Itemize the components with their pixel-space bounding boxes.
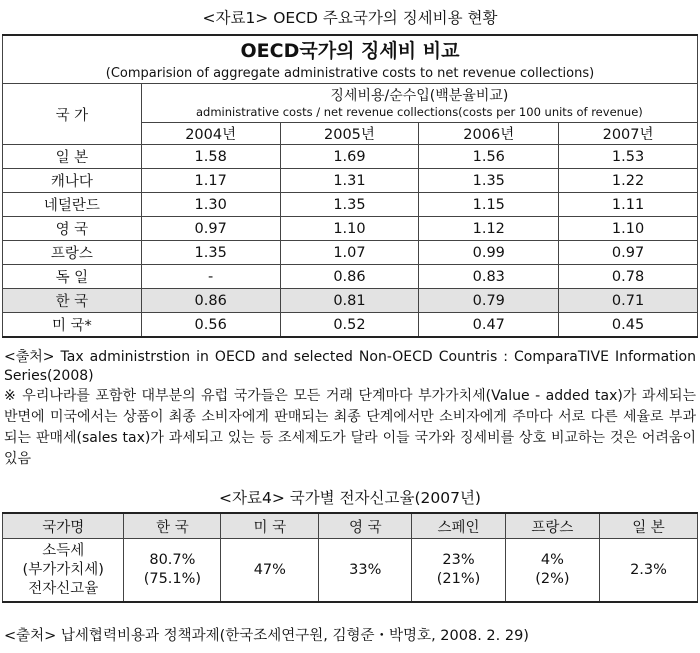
value-cell: 0.71 [559,289,698,313]
value-cell: - [141,265,280,289]
metric-header-ko: 징세비용/순수입(백분율비교) [330,88,509,104]
value-cell: 0.97 [141,217,280,241]
table-row [3,145,698,169]
country-cell: 네덜란드 [3,193,142,217]
rate-value: (75.1%) [143,571,202,587]
rate-value: 2.3% [630,561,667,578]
metric-header [141,84,697,123]
country-name-header: 영 국 [319,513,412,539]
value-cell: 1.15 [419,193,559,217]
value-cell: 1.12 [419,217,559,241]
country-header: 국 가 [3,84,142,145]
value-cell: 0.47 [419,313,559,338]
country-cell: 한 국 [3,289,142,313]
row-label-line: 전자신고율 [28,580,99,597]
year-header: 2004년 [141,123,280,145]
rate-cell [600,539,698,603]
year-header: 2007년 [559,123,698,145]
table-row [3,169,698,193]
value-cell: 1.69 [280,145,419,169]
row-label [3,539,124,603]
value-cell: 0.52 [280,313,419,338]
note1: ※ 우리나라를 포함한 대부분의 유럽 국가들은 모든 거래 단계마다 부가가치세(Value - added tax)가 과세되는 반면에 미국에서는 상품이 최종 소비자에게 판매되는 최종 단계에서만 소비자에게 주마다 서로 다른 세율로 부과되는 판매세(sales tax)가 과세되고 있는 등 조세제도가 달라 이들 국가와 징세비를 상호 비교하는 것은 어려움이 있음 [4,388,696,467]
country-cell: 미 국* [3,313,142,338]
table-row [3,241,698,265]
row-label-line: (부가가치세) [22,561,104,578]
value-cell: 0.78 [559,265,698,289]
figure4-title: <자료4> 국가별 전자신고율(2007년) [219,489,481,507]
value-cell: 0.97 [559,241,698,265]
value-cell: 1.10 [559,217,698,241]
source1: <출처> Tax administrstion in OECD and selected Non-OECD Countris : ComparaTIVE Information Series(2008) [4,349,696,384]
value-cell: 0.45 [559,313,698,338]
table-row [3,193,698,217]
year-header: 2006년 [419,123,559,145]
rate-value: 4% [540,552,564,568]
rate-cell [221,539,319,603]
row-label-line: 소득세 [42,542,85,559]
rate-value: 47% [253,561,286,578]
value-cell: 1.10 [280,217,419,241]
rate-cell [412,539,506,603]
rate-value: 23% [442,552,475,568]
rate-cell [505,539,599,603]
value-cell: 1.35 [419,169,559,193]
country-cell: 영 국 [3,217,142,241]
table1-title: OECD국가의 징세비 비교 [3,35,698,63]
country-name-header: 미 국 [221,513,319,539]
country-name-header: 한 국 [124,513,221,539]
country-name-header: 스페인 [412,513,506,539]
value-cell: 1.56 [419,145,559,169]
value-cell: 1.17 [141,169,280,193]
value-cell: 0.86 [280,265,419,289]
value-cell: 0.56 [141,313,280,338]
rate-value: (21%) [436,571,481,587]
year-header: 2005년 [280,123,419,145]
value-cell: 1.35 [280,193,419,217]
value-cell: 1.11 [559,193,698,217]
table2-body-row [3,539,698,603]
value-cell: 0.99 [419,241,559,265]
value-cell: 1.22 [559,169,698,193]
metric-header-en: administrative costs / net revenue collections(costs per 100 units of revenue) [195,105,643,119]
e-filing-table [2,512,698,603]
value-cell: 1.58 [141,145,280,169]
table-row [3,217,698,241]
value-cell: 0.83 [419,265,559,289]
rate-value: (2%) [535,571,570,587]
table1-subtitle: (Comparision of aggregate administrative costs to net revenue collections) [3,63,698,84]
country-cell: 캐나다 [3,169,142,193]
country-cell: 프랑스 [3,241,142,265]
value-cell: 1.53 [559,145,698,169]
country-name-header: 국가명 [3,513,124,539]
source2: <출처> 납세협력비용과 정책과제(한국조세연구원, 김형준・박명호, 2008. 2. 29) [4,628,529,644]
rate-value: 33% [349,561,382,578]
value-cell: 0.86 [141,289,280,313]
rate-value: 80.7% [149,552,196,568]
table1-body [3,145,698,338]
figure1-title: <자료1> OECD 주요국가의 징세비용 현황 [202,9,498,27]
value-cell: 0.79 [419,289,559,313]
rate-cell [124,539,221,603]
country-cell: 독 일 [3,265,142,289]
table-row [3,265,698,289]
table-row [3,289,698,313]
table-row [3,313,698,338]
table2-header-row [3,513,698,539]
value-cell: 1.30 [141,193,280,217]
country-name-header: 일 본 [600,513,698,539]
value-cell: 1.35 [141,241,280,265]
country-name-header: 프랑스 [505,513,599,539]
country-cell: 일 본 [3,145,142,169]
rate-cell [319,539,412,603]
tax-cost-table [2,34,698,338]
value-cell: 1.31 [280,169,419,193]
value-cell: 1.07 [280,241,419,265]
value-cell: 0.81 [280,289,419,313]
